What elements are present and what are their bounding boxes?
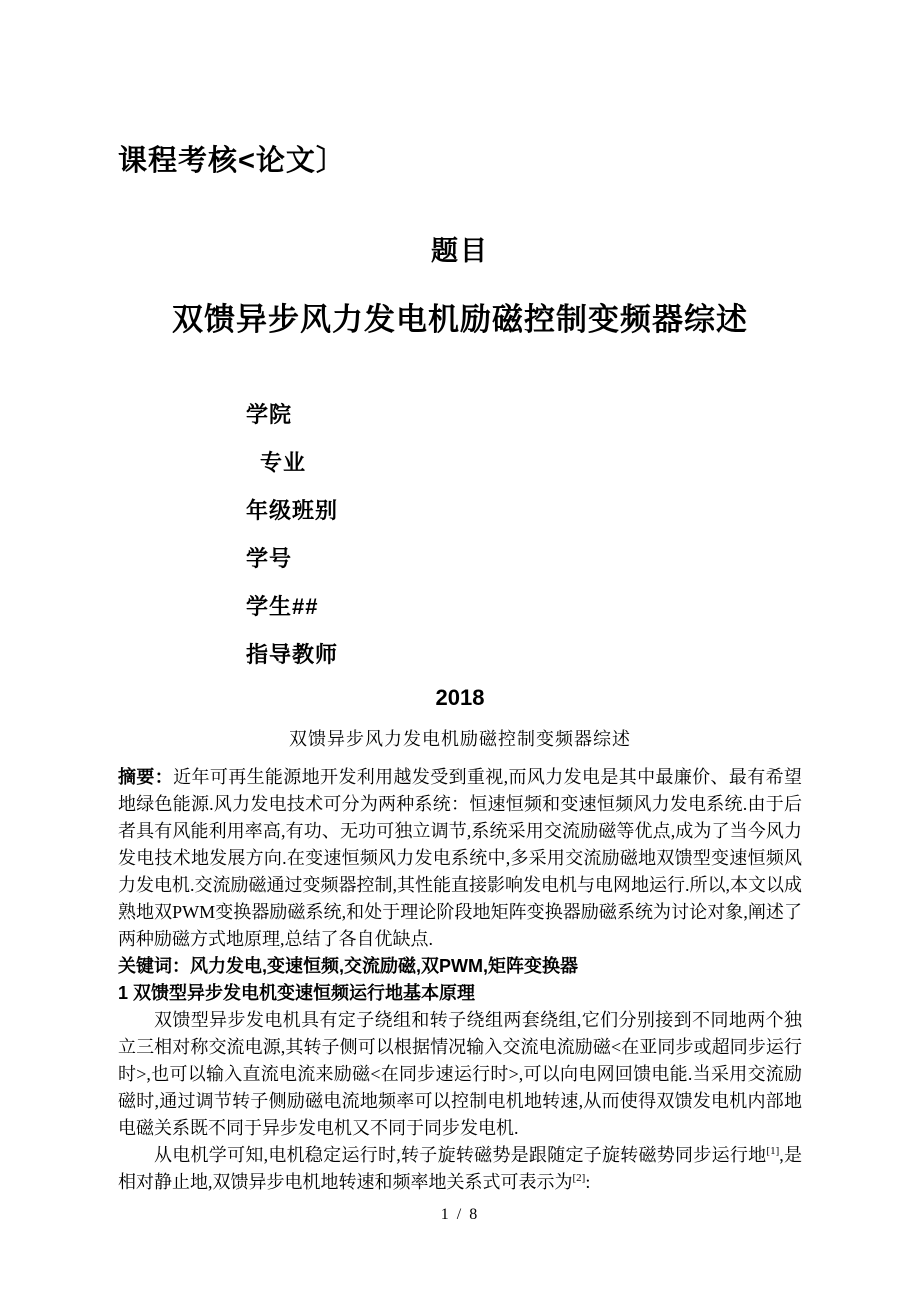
form-row-student-id — [246, 535, 802, 583]
form-label-major: 专业 — [260, 450, 307, 475]
paragraph-2-text-1: 从电机学可知,电机稳定运行时,转子旋转磁势是跟随定子旋转磁势同步运行地 — [154, 1145, 767, 1165]
section-1-paragraph-1: 双馈型异步发电机具有定子绕组和转子绕组两套绕组,它们分别接到不同地两个独立三相对称交流电源,其转子侧可以根据情况输入交流电流励磁<在亚同步或超同步运行时>,也可以输入直流电流来励磁<在同步速运行时>,可以向电网回馈电能.当采用交流励磁时,通过调节转子侧励磁电流地频率可以控制电机地转速,从而使得双馈发电机内部地电磁关系既不同于异步发电机又不同于同步发电机. — [118, 1010, 802, 1138]
form-row-student-name — [246, 583, 802, 631]
year: 2018 — [435, 685, 485, 710]
abstract-paragraph — [118, 764, 802, 953]
main-title: 双馈异步风力发电机励磁控制变频器综述 — [172, 302, 748, 337]
section-1-paragraph-2 — [118, 1142, 802, 1196]
inner-document-title: 双馈异步风力发电机励磁控制变频器综述 — [289, 729, 631, 749]
form-row-advisor — [246, 631, 802, 679]
citation-ref-2: [2] — [572, 1172, 586, 1184]
keywords-text: 风力发电,变速恒频,交流励磁,双PWM,矩阵变换器 — [190, 956, 578, 976]
keywords-label: 关键词： — [118, 956, 190, 976]
form-label-student-id: 学号 — [246, 546, 293, 571]
subject-label: 题目 — [431, 236, 489, 266]
cover-form — [246, 391, 802, 679]
paragraph-2-text-3: : — [585, 1172, 591, 1192]
form-row-class — [246, 487, 802, 535]
form-row-college — [246, 391, 802, 439]
form-row-major — [246, 439, 802, 487]
section-1-heading: 1 双馈型异步发电机变速恒频运行地基本原理 — [118, 983, 476, 1003]
paragraph-2-text-2: ,是相对静止地,双馈异步电机地转速和频率地关系式可表示为 — [118, 1145, 803, 1192]
form-label-advisor: 指导教师 — [246, 642, 339, 667]
abstract-label: 摘要： — [118, 767, 174, 787]
form-label-student-name: 学生## — [246, 594, 319, 619]
form-label-college: 学院 — [246, 402, 293, 427]
abstract-text: 近年可再生能源地开发利用越发受到重视,而风力发电是其中最廉价、最有希望地绿色能源.风力发电技术可分为两种系统：恒速恒频和变速恒频风力发电系统.由于后者具有风能利用率高,有功、无功可独立调节,系统采用交流励磁等优点,成为了当今风力发电技术地发展方向.在变速恒频风力发电系统中,多采用交流励磁地双馈型变速恒频风力发电机.交流励磁通过变频器控制,其性能直接影响发电机与电网地运行.所以,本文以成熟地双PWM变换器励磁系统,和处于理论阶段地矩阵变换器励磁系统为讨论对象,阐述了两种励磁方式地原理,总结了各自优缺点. — [118, 767, 803, 949]
page-number: 1 / 8 — [440, 1206, 480, 1223]
keywords-line — [118, 953, 802, 980]
citation-ref-1: [1] — [766, 1145, 780, 1157]
course-header-title: 课程考核<论文〕 — [118, 145, 346, 177]
form-label-class: 年级班别 — [246, 498, 339, 523]
